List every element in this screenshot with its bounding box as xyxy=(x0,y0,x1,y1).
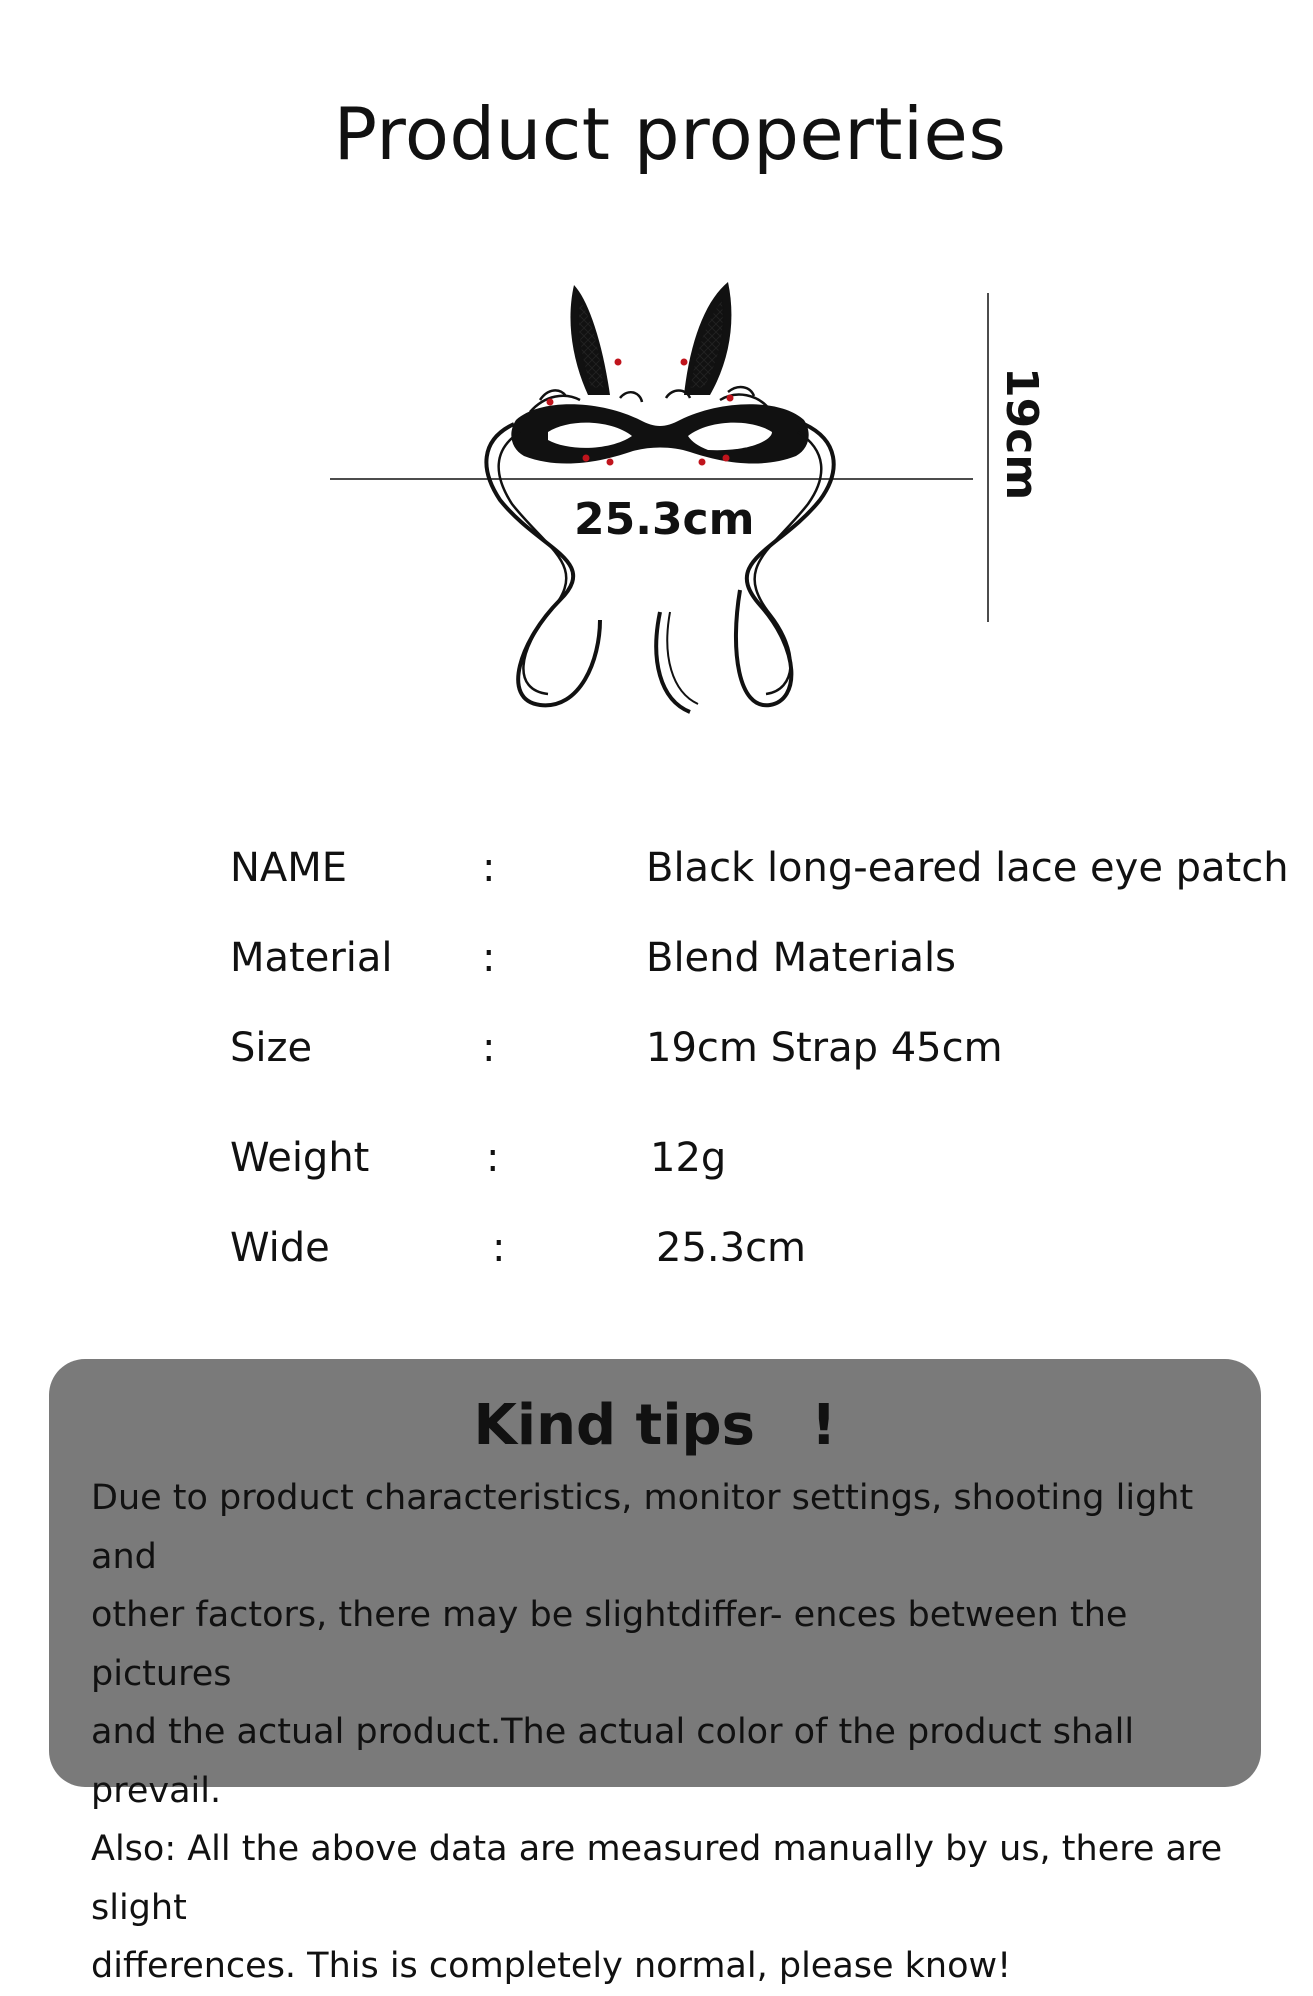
property-row-size xyxy=(230,1025,1290,1135)
properties-table xyxy=(230,845,1290,1315)
property-value: Black long-eared lace eye patch xyxy=(646,845,1289,891)
property-colon: : xyxy=(492,1225,506,1271)
property-row-material xyxy=(230,935,1290,1025)
property-colon: : xyxy=(482,935,496,981)
property-label: Size xyxy=(230,1025,313,1071)
property-label: Material xyxy=(230,935,393,981)
property-value: 25.3cm xyxy=(656,1225,807,1271)
property-colon: : xyxy=(486,1135,500,1181)
property-colon: : xyxy=(482,845,496,891)
width-dimension-label: 25.3cm xyxy=(574,494,755,545)
height-dimension-label: 19cm xyxy=(996,367,1047,501)
right-ribbon xyxy=(736,424,834,705)
property-value: 12g xyxy=(650,1135,727,1181)
property-row-name xyxy=(230,845,1290,935)
bunny-mask-illustration xyxy=(0,0,1313,760)
property-row-weight xyxy=(230,1135,1290,1225)
left-ribbon xyxy=(486,424,600,705)
kind-tips-panel xyxy=(49,1359,1261,1986)
property-value: Blend Materials xyxy=(646,935,956,981)
kind-tips-title: Kind tips ! xyxy=(473,1393,837,1458)
property-label: Wide xyxy=(230,1225,330,1271)
property-colon: : xyxy=(482,1025,496,1071)
page-title: Product properties xyxy=(333,92,1007,176)
property-label: NAME xyxy=(230,845,348,891)
property-value: 19cm Strap 45cm xyxy=(646,1025,1003,1071)
product-figure xyxy=(0,0,1313,760)
kind-tips-body: Due to product characteristics, monitor settings, shooting light and other factors, there may be slightdiffer- ences between the pictures and the actual product.The actual color of the product shall prevail. Also: All the above data are measured manually by us, there are slight differences. This is completely normal, please know! xyxy=(91,1478,1223,1986)
property-row-wide xyxy=(230,1225,1290,1315)
property-label: Weight xyxy=(230,1135,370,1181)
